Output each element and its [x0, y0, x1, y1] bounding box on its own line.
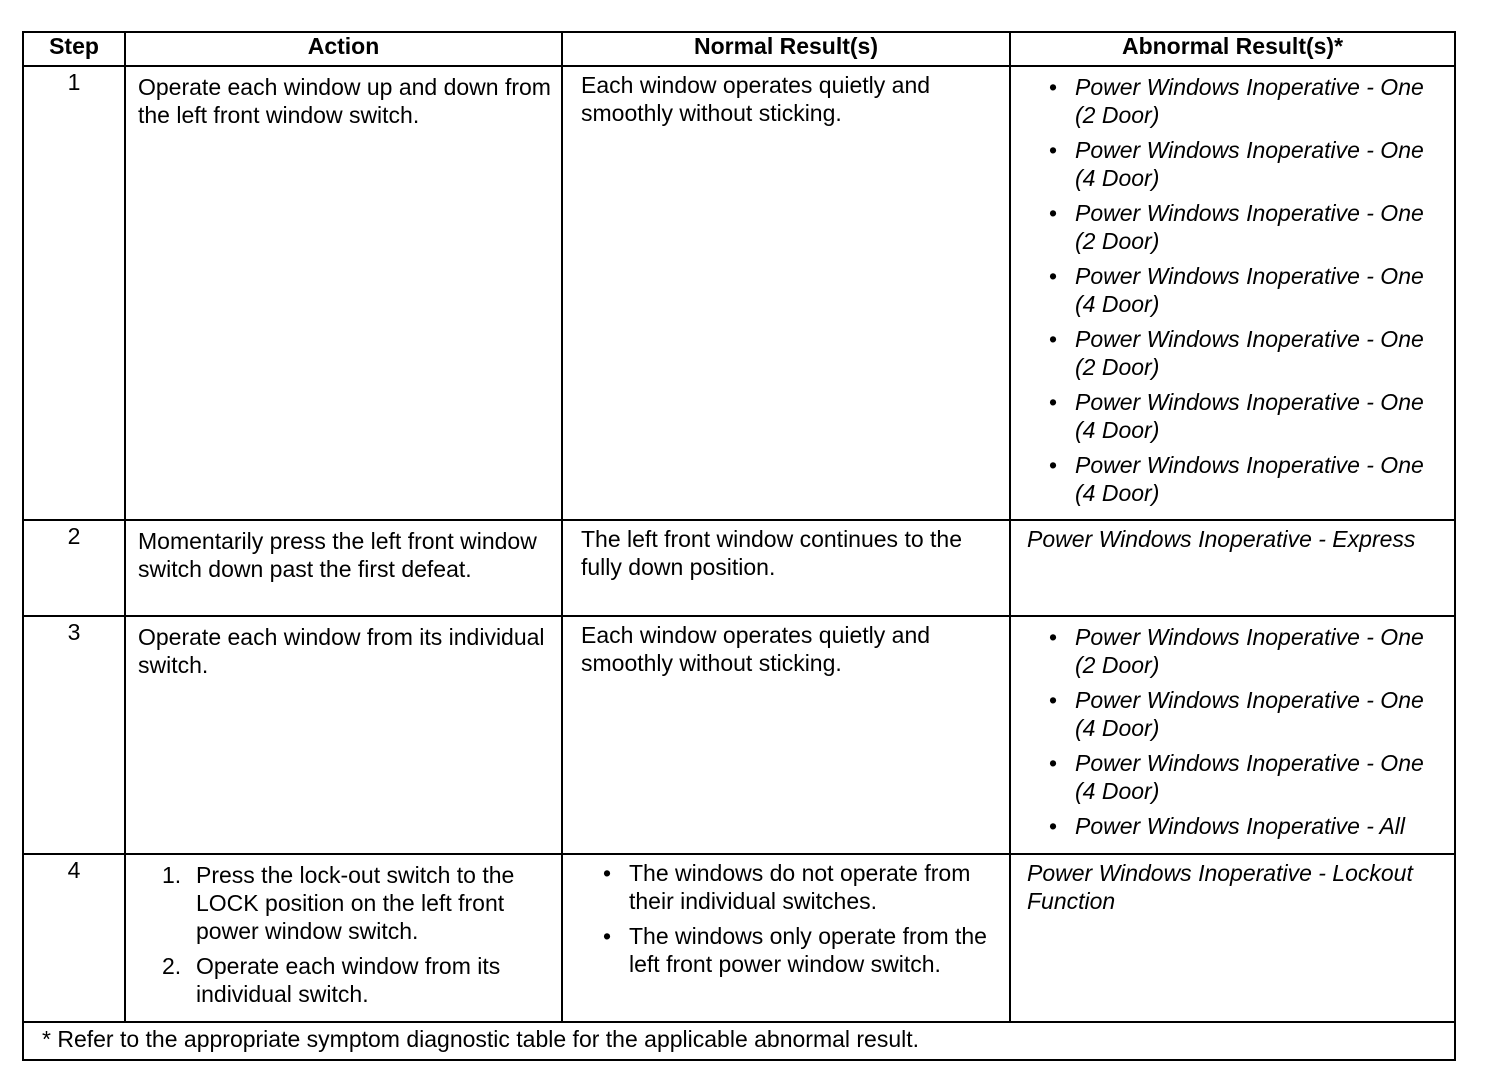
list-item: • Power Windows Inoperative - One (4 Door) — [1049, 263, 1424, 317]
bullet-icon: • — [1049, 452, 1058, 478]
step-number: 1 — [23, 66, 125, 520]
step-number: 4 — [23, 854, 125, 1022]
list-item: 1. Press the lock-out switch to the LOCK position on the left front power window switch. — [162, 862, 515, 944]
list-item: • Power Windows Inoperative - One (4 Door) — [1049, 687, 1424, 741]
list-item: • Power Windows Inoperative - One (2 Door) — [1049, 200, 1424, 254]
normal-result-cell: The left front window continues to the fully down position. — [562, 520, 1010, 616]
bullet-icon: • — [1049, 137, 1058, 163]
table-row-step-1 — [23, 66, 1455, 520]
step-marker: 2. — [162, 953, 182, 979]
step-number: 3 — [23, 616, 125, 854]
bullet-icon: • — [603, 923, 612, 949]
normal-result-list — [581, 859, 1003, 978]
step-number: 2 — [23, 520, 125, 616]
table-row-step-2 — [23, 520, 1455, 616]
action-cell: Operate each window from its individual switch. — [125, 616, 562, 854]
abnormal-result-cell — [1010, 616, 1455, 854]
bullet-icon: • — [1049, 263, 1058, 289]
list-item: 2. Operate each window from its individual switch. — [162, 953, 501, 1007]
bullet-icon: • — [1049, 389, 1058, 415]
normal-result-cell: Each window operates quietly and smoothly without sticking. — [562, 616, 1010, 854]
action-cell: Operate each window up and down from the left front window switch. — [125, 66, 562, 520]
abnormal-result-list — [1025, 73, 1448, 507]
bullet-icon: • — [1049, 326, 1058, 352]
list-item: • The windows do not operate from their individual switches. — [603, 860, 971, 914]
table-row-step-3 — [23, 616, 1455, 854]
normal-result-cell: Each window operates quietly and smoothly without sticking. — [562, 66, 1010, 520]
header-abnormal-results: Abnormal Result(s)* — [1010, 32, 1455, 66]
list-item: • Power Windows Inoperative - One (2 Door) — [1049, 74, 1424, 128]
abnormal-result-cell — [1010, 66, 1455, 520]
list-item: • Power Windows Inoperative - One (4 Door) — [1049, 452, 1424, 506]
bullet-icon: • — [603, 860, 612, 886]
list-item: • Power Windows Inoperative - One (4 Door) — [1049, 137, 1424, 191]
header-normal-results: Normal Result(s) — [562, 32, 1010, 66]
list-item: • Power Windows Inoperative - One (2 Door) — [1049, 326, 1424, 380]
footnote: * Refer to the appropriate symptom diagnostic table for the applicable abnormal result. — [23, 1022, 1455, 1060]
list-item: • Power Windows Inoperative - One (4 Door) — [1049, 389, 1424, 443]
header-row — [23, 32, 1455, 66]
bullet-icon: • — [1049, 813, 1058, 839]
header-action: Action — [125, 32, 562, 66]
bullet-icon: • — [1049, 200, 1058, 226]
action-cell — [125, 854, 562, 1022]
list-item: • Power Windows Inoperative - All — [1049, 813, 1406, 839]
normal-result-cell — [562, 854, 1010, 1022]
list-item: • The windows only operate from the left front power window switch. — [603, 923, 987, 977]
action-cell: Momentarily press the left front window switch down past the first defeat. — [125, 520, 562, 616]
list-item: • Power Windows Inoperative - One (4 Door) — [1049, 750, 1424, 804]
abnormal-result-cell: Power Windows Inoperative - Lockout Function — [1010, 854, 1455, 1022]
footnote-row — [23, 1022, 1455, 1060]
bullet-icon: • — [1049, 74, 1058, 100]
abnormal-result-list — [1025, 623, 1448, 840]
bullet-icon: • — [1049, 750, 1058, 776]
diagnostic-table — [22, 31, 1456, 1061]
table-row-step-4 — [23, 854, 1455, 1022]
header-step: Step — [23, 32, 125, 66]
abnormal-result-cell: Power Windows Inoperative - Express — [1010, 520, 1455, 616]
action-steps-list — [138, 861, 551, 1008]
bullet-icon: • — [1049, 624, 1058, 650]
bullet-icon: • — [1049, 687, 1058, 713]
step-marker: 1. — [162, 862, 182, 888]
list-item: • Power Windows Inoperative - One (2 Door) — [1049, 624, 1424, 678]
